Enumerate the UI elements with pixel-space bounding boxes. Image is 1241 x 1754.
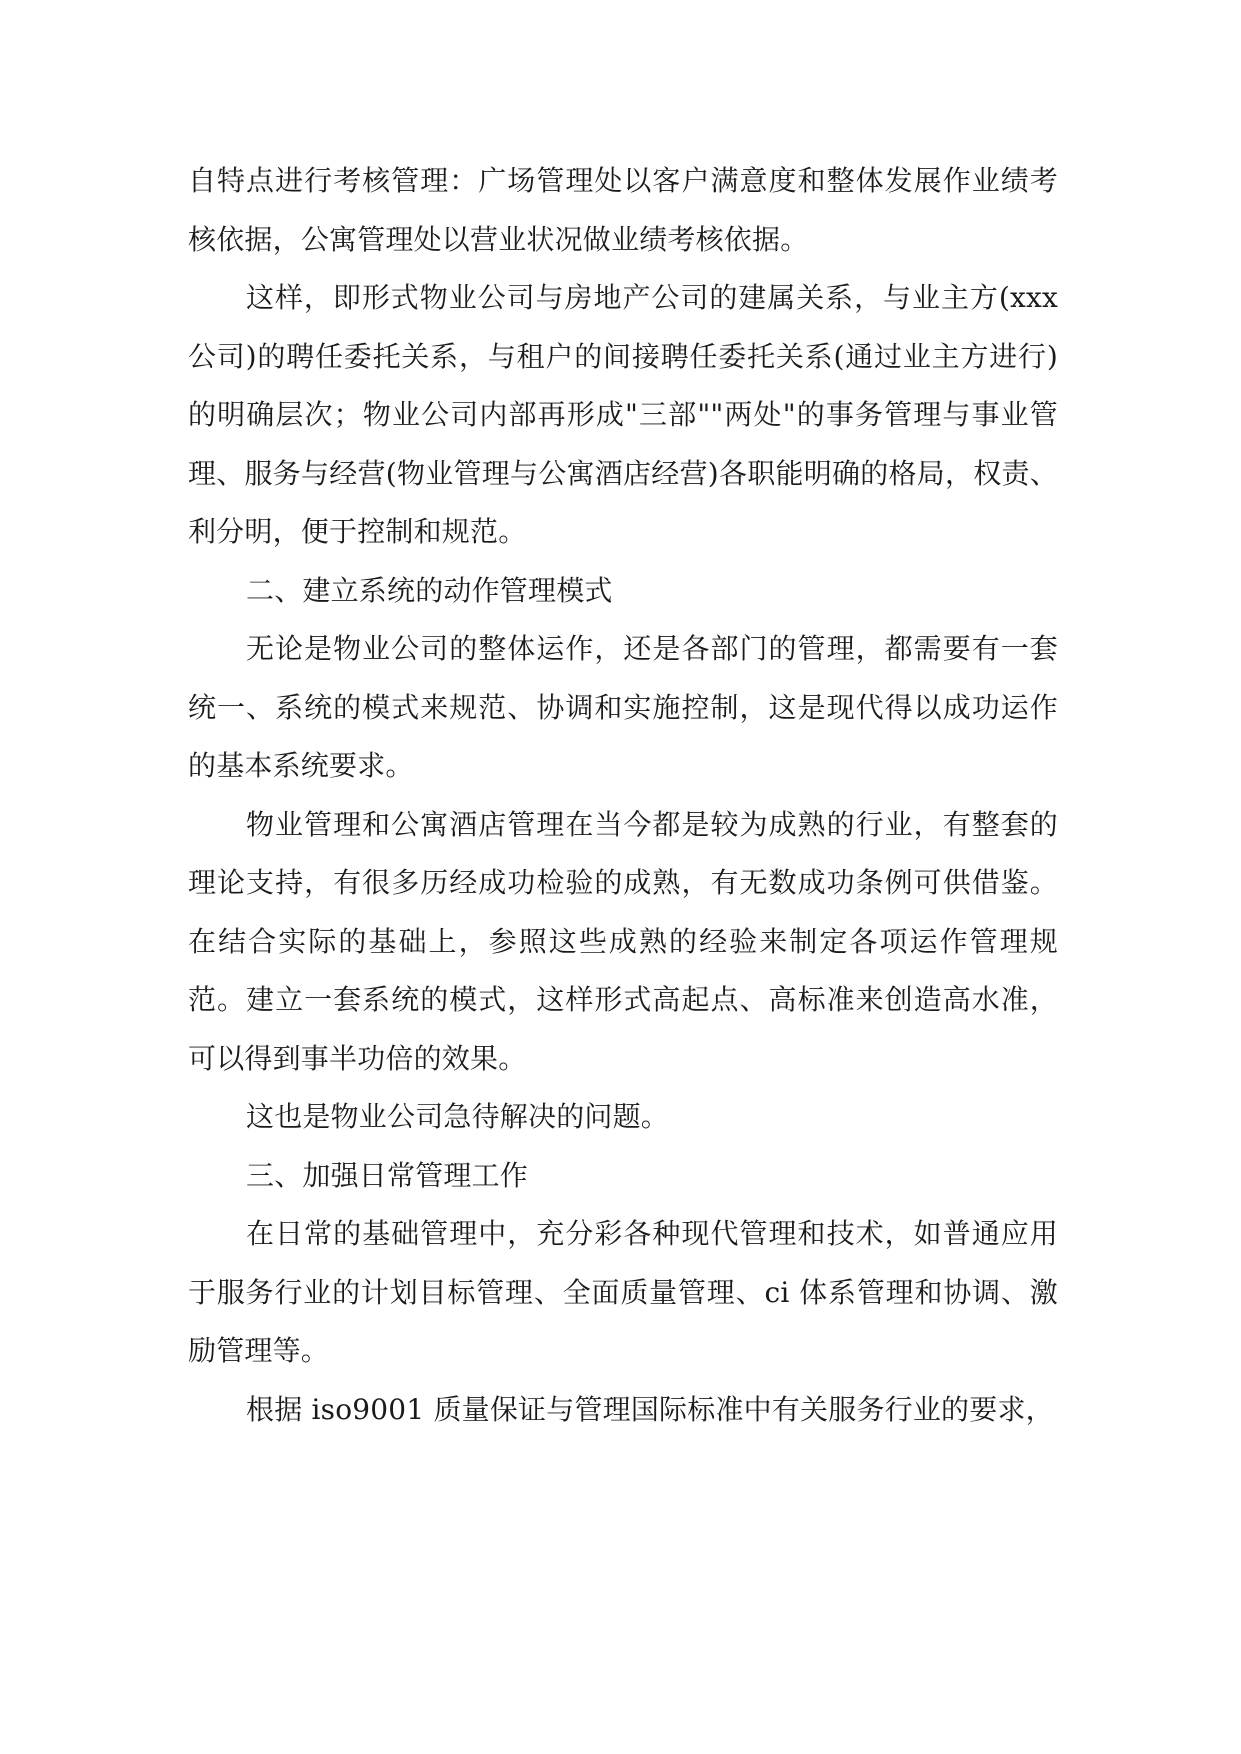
paragraph-7: 根据 iso9001 质量保证与管理国际标准中有关服务行业的要求， — [246, 1392, 1054, 1426]
paragraph-4: 物业管理和公寓酒店管理在当今都是较为成熟的行业，有整套的理论支持，有很多历经成功检验的成熟，有无数成功条例可供借鉴。在结合实际的基础上，参照这些成熟的经验来制定各项运作管理规范。建立一套系统的模式，这样形式高起点、高标准来创造高水准，可以得到事半功倍的效果。 — [188, 807, 1058, 1075]
paragraph-1: 自特点进行考核管理：广场管理处以客户满意度和整体发展作业绩考核依据，公寓管理处以营业状况做业绩考核依据。 — [188, 164, 1058, 256]
document-body — [188, 152, 1058, 1439]
section-heading-3: 三、加强日常管理工作 — [246, 1158, 529, 1192]
section-heading-2: 二、建立系统的动作管理模式 — [246, 573, 613, 607]
paragraph-3: 无论是物业公司的整体运作，还是各部门的管理，都需要有一套统一、系统的模式来规范、协调和实施控制，这是现代得以成功运作的基本系统要求。 — [188, 632, 1058, 782]
paragraph-2: 这样，即形式物业公司与房地产公司的建属关系，与业主方(xxx公司)的聘任委托关系，与租户的间接聘任委托关系(通过业主方进行)的明确层次；物业公司内部再形成"三部""两处"的事务管理与事业管理、服务与经营(物业管理与公寓酒店经营)各职能明确的格局，权责、利分明，便于控制和规范。 — [188, 281, 1058, 548]
paragraph-6: 在日常的基础管理中，充分彩各种现代管理和技术，如普通应用于服务行业的计划目标管理、全面质量管理、ci 体系管理和协调、激励管理等。 — [188, 1217, 1058, 1367]
paragraph-5: 这也是物业公司急待解决的问题。 — [246, 1100, 670, 1133]
